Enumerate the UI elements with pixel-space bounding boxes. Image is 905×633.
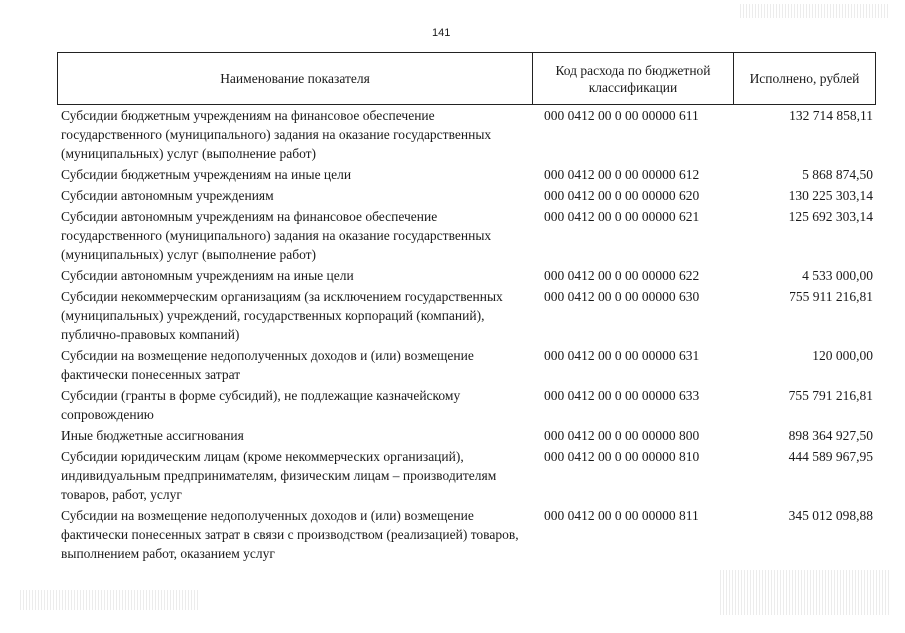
- table-row: [61, 287, 876, 344]
- page-number: 141: [432, 27, 451, 39]
- row-value: 345 012 098,88: [788, 508, 873, 523]
- row-name: Субсидии (гранты в форме субсидий), не подлежащие казначейскому сопровождению: [61, 388, 461, 422]
- row-name: Иные бюджетные ассигнования: [61, 428, 244, 443]
- row-code: 000 0412 00 0 00 00000 611: [544, 108, 699, 123]
- table-row: [61, 106, 876, 163]
- row-value: 120 000,00: [812, 348, 873, 363]
- row-value: 755 791 216,81: [788, 388, 873, 403]
- row-name: Субсидии юридическим лицам (кроме некоммерческих организаций), индивидуальным предпринимателям, физическим лицам – производителям товаров, работ, услуг: [61, 449, 497, 502]
- scan-noise: [740, 4, 890, 18]
- table-body: [61, 106, 876, 565]
- row-name: Субсидии некоммерческим организациям (за исключением государственных (муниципальных) учреждений, государственных корпораций (компаний), публично-правовых компаний): [61, 289, 503, 342]
- row-name: Субсидии автономным учреждениям на иные цели: [61, 268, 354, 283]
- row-value: 755 911 216,81: [789, 289, 873, 304]
- row-name: Субсидии бюджетным учреждениям на финансовое обеспечение государственного (муниципального) задания на оказание государственных (муниципальных) услуг (выполнение работ): [61, 108, 492, 161]
- row-name: Субсидии автономным учреждениям на финансовое обеспечение государственного (муниципального) задания на оказание государственных (муниципальных) услуг (выполнение работ): [61, 209, 492, 262]
- scan-noise: [20, 590, 200, 610]
- row-value: 132 714 858,11: [789, 108, 873, 123]
- row-name: Субсидии на возмещение недополученных доходов и (или) возмещение фактически понесенных затрат: [61, 348, 474, 382]
- table-row: [61, 186, 876, 205]
- table-row: [61, 207, 876, 264]
- row-code: 000 0412 00 0 00 00000 612: [544, 167, 700, 182]
- table-row: [61, 506, 876, 563]
- row-code: 000 0412 00 0 00 00000 631: [544, 348, 700, 363]
- header-executed: Исполнено, рублей: [749, 71, 860, 86]
- table-row: [61, 165, 876, 184]
- row-value: 5 868 874,50: [802, 167, 873, 182]
- row-code: 000 0412 00 0 00 00000 630: [544, 289, 700, 304]
- row-name: Субсидии на возмещение недополученных доходов и (или) возмещение фактически понесенных затрат в связи с производством (реализацией) товаров, выполнением работ, оказанием услуг: [61, 508, 519, 561]
- table-row: [61, 447, 876, 504]
- table-row: [61, 266, 876, 285]
- row-code: 000 0412 00 0 00 00000 620: [544, 188, 700, 203]
- table-row: [61, 346, 876, 384]
- row-value: 125 692 303,14: [788, 209, 873, 224]
- row-value: 444 589 967,95: [788, 449, 873, 464]
- row-code: 000 0412 00 0 00 00000 633: [544, 388, 700, 403]
- row-value: 898 364 927,50: [788, 428, 873, 443]
- row-value: 130 225 303,14: [788, 188, 873, 203]
- table-row: [61, 386, 876, 424]
- header-name: Наименование показателя: [58, 53, 533, 104]
- table-row: [61, 426, 876, 445]
- scan-noise: [720, 570, 890, 615]
- header-code: Код расхода по бюджетной классификации: [533, 53, 734, 104]
- table-header: [57, 52, 876, 105]
- row-code: 000 0412 00 0 00 00000 622: [544, 268, 700, 283]
- row-value: 4 533 000,00: [802, 268, 873, 283]
- row-name: Субсидии бюджетным учреждениям на иные цели: [61, 167, 352, 182]
- row-code: 000 0412 00 0 00 00000 621: [544, 209, 700, 224]
- row-code: 000 0412 00 0 00 00000 800: [544, 428, 700, 443]
- row-code: 000 0412 00 0 00 00000 810: [544, 449, 700, 464]
- row-code: 000 0412 00 0 00 00000 811: [544, 508, 699, 523]
- row-name: Субсидии автономным учреждениям: [61, 188, 274, 203]
